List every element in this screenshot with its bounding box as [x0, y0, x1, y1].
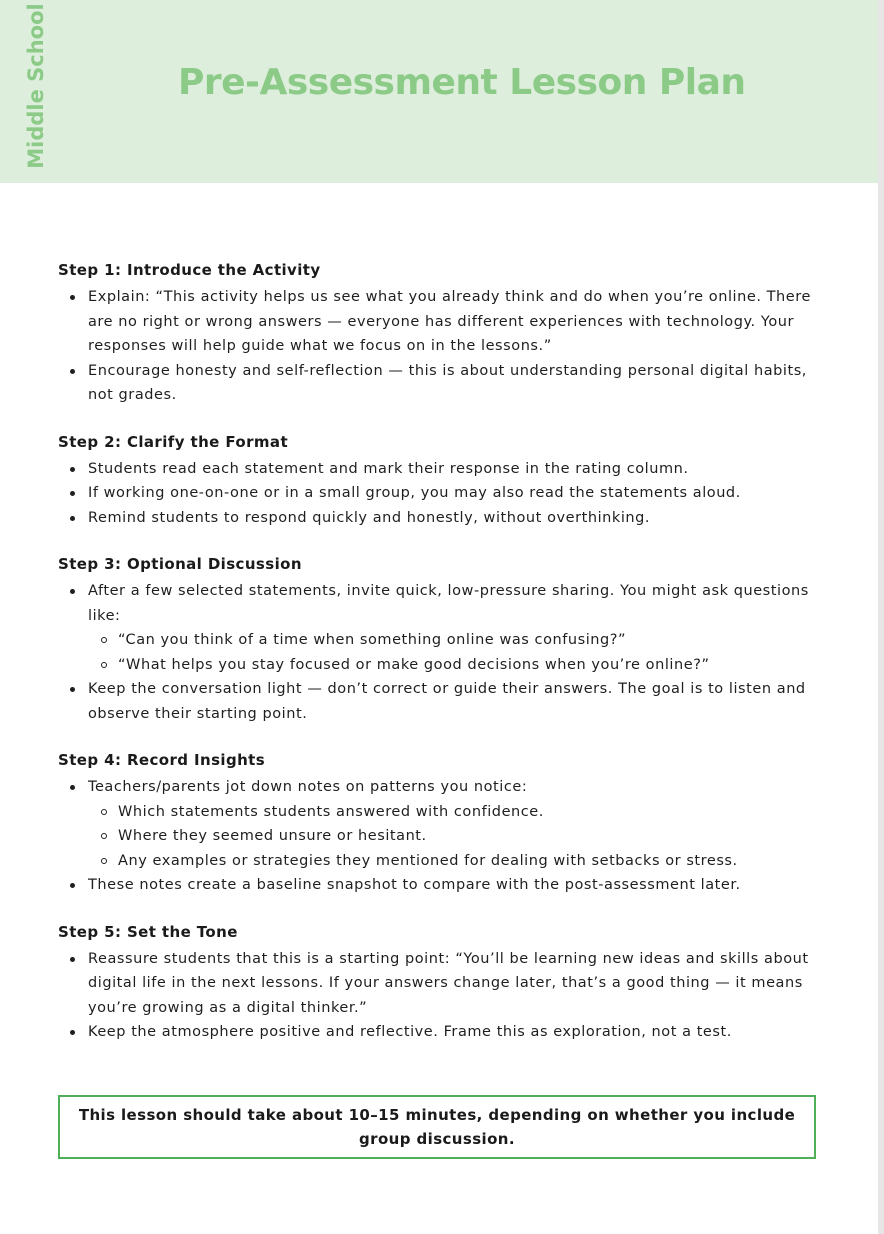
step-heading: Step 5: Set the Tone: [58, 922, 238, 941]
step-heading: Step 2: Clarify the Format: [58, 432, 289, 451]
side-label: Middle School: [24, 3, 48, 169]
step-4: [58, 750, 828, 898]
sub-list-item: Any examples or strategies they mentioned for dealing with setbacks or stress.: [88, 849, 828, 874]
duration-note: This lesson should take about 10–15 minutes, depending on whether you include group discussion.: [78, 1106, 796, 1148]
sub-list: [88, 800, 828, 874]
sub-list-item: “What helps you stay focused or make good decisions when you’re online?”: [88, 653, 828, 678]
list-item: Students read each statement and mark their response in the rating column.: [58, 457, 828, 482]
step-5: [58, 922, 828, 1045]
list-item: [58, 579, 828, 677]
bullet-list: [58, 457, 828, 531]
step-heading: Step 3: Optional Discussion: [58, 555, 302, 573]
list-item: These notes create a baseline snapshot to compare with the post-assessment later.: [58, 873, 828, 898]
lesson-steps: [58, 260, 828, 1069]
sub-list-item: “Can you think of a time when something online was confusing?”: [88, 628, 828, 653]
step-3: [58, 554, 828, 726]
duration-note-box: [58, 1095, 816, 1159]
bullet-list: [58, 775, 828, 898]
step-heading: Step 4: Record Insights: [58, 751, 266, 769]
header-banner: [0, 0, 878, 183]
list-item: If working one-on-one or in a small group, you may also read the statements aloud.: [58, 481, 828, 506]
list-item-text: After a few selected statements, invite quick, low-pressure sharing. You might ask questions like:: [88, 583, 809, 624]
sub-list-item: Where they seemed unsure or hesitant.: [88, 824, 828, 849]
list-item: Reassure students that this is a starting point: “You’ll be learning new ideas and skills about digital life in the next lessons. If your answers change later, that’s a good thing — it means you’re growing as a digital thinker.”: [58, 947, 828, 1021]
bullet-list: [58, 947, 828, 1045]
page-edge: [878, 0, 884, 1234]
list-item: Remind students to respond quickly and honestly, without overthinking.: [58, 506, 828, 531]
list-item: Encourage honesty and self-reflection — this is about understanding personal digital habits, not grades.: [58, 359, 828, 408]
list-item: Explain: “This activity helps us see what you already think and do when you’re online. There are no right or wrong answers — everyone has different experiences with technology. Your responses will help guide what we focus on in the lessons.”: [58, 285, 828, 359]
sub-list-item: Which statements students answered with confidence.: [88, 800, 828, 825]
step-heading: Step 1: Introduce the Activity: [58, 261, 321, 279]
page-title: Pre-Assessment Lesson Plan: [178, 62, 746, 103]
list-item: Keep the atmosphere positive and reflective. Frame this as exploration, not a test.: [58, 1020, 828, 1045]
step-2: [58, 432, 828, 531]
step-1: [58, 260, 828, 408]
bullet-list: [58, 579, 828, 726]
sub-list: [88, 628, 828, 677]
list-item-text: Teachers/parents jot down notes on patterns you notice:: [88, 779, 528, 795]
list-item: [58, 775, 828, 873]
list-item: Keep the conversation light — don’t correct or guide their answers. The goal is to listen and observe their starting point.: [58, 677, 828, 726]
bullet-list: [58, 285, 828, 408]
